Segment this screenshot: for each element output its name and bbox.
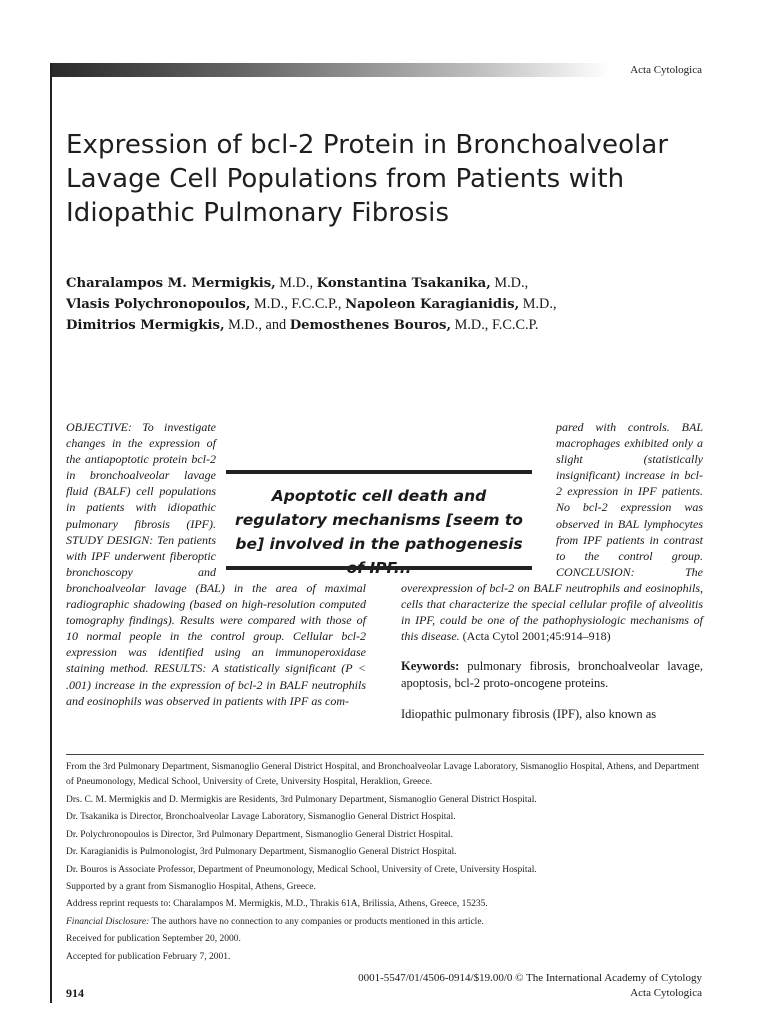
body-text-start: Idiopathic pulmonary fibrosis (IPF), also known as bbox=[401, 707, 657, 722]
author-name: Napoleon Karagianidis, bbox=[345, 297, 520, 312]
abstract-right-text: pared with controls. BAL macrophages exhibited only a slight (statistically insignificant) increase in bcl-2 expression in IPF patients. No bcl-2 expression was observed in BAL lymphocytes from IPF patients in contrast to the control group. CONCLUSION: The overexpression of bcl-2 on BALF neutrophils and eosinophils, cells that characterize the special cellular profile of alveolitis in IPF, could be one of the pathophysiologic mechanisms of this disease. bbox=[401, 420, 703, 644]
pull-quote-rule-top bbox=[226, 470, 532, 474]
footnote-line: Dr. Polychronopoulos is Director, 3rd Pulmonary Department, Sismanoglio General District Hospital. bbox=[66, 829, 453, 840]
footnote-line: Dr. Karagianidis is Pulmonologist, 3rd Pulmonary Department, Sismanoglio General District Hospital. bbox=[66, 847, 457, 858]
author-degree: M.D., bbox=[519, 296, 557, 312]
footer-journal: Acta Cytologica bbox=[630, 987, 702, 999]
disclosure-text: The authors have no connection to any companies or products mentioned in this article. bbox=[149, 916, 484, 927]
footnote-line: Dr. Tsakanika is Director, Bronchoalveolar Lavage Laboratory, Sismanoglio General District Hospital. bbox=[66, 812, 456, 823]
keywords-label: Keywords: bbox=[401, 659, 460, 674]
footnote-line: Dr. Bouros is Associate Professor, Department of Pneumonology, Medical School, University of Crete, University Hospital. bbox=[66, 864, 537, 875]
footnotes bbox=[66, 760, 706, 966]
footnote-received: Received for publication September 20, 2000. bbox=[66, 934, 241, 945]
abstract-citation: (Acta Cytol 2001;45:914–918) bbox=[459, 629, 611, 644]
author-degree: M.D., bbox=[490, 275, 529, 291]
author-degree: M.D., bbox=[275, 275, 317, 291]
author-name: Charalampos M. Mermigkis, bbox=[66, 276, 276, 291]
footnote-disclosure bbox=[66, 914, 706, 931]
footnote-line: Drs. C. M. Mermigkis and D. Mermigkis are Residents, 3rd Pulmonary Department, Sismanoglio General District Hospital. bbox=[66, 795, 537, 805]
footnotes-divider bbox=[66, 754, 704, 755]
keywords bbox=[401, 658, 703, 692]
footnote-accepted: Accepted for publication February 7, 2001. bbox=[66, 951, 231, 962]
pull-quote bbox=[226, 470, 532, 572]
author-degree: M.D., F.C.C.P. bbox=[451, 317, 539, 333]
header-gradient-bar bbox=[50, 63, 610, 77]
author-name: Dimitrios Mermigkis, bbox=[66, 318, 225, 333]
author-degree: M.D., and bbox=[224, 317, 290, 333]
pull-quote-rule-bottom bbox=[226, 566, 532, 570]
author-name: Konstantina Tsakanika, bbox=[316, 276, 491, 291]
disclosure-label: Financial Disclosure: bbox=[66, 916, 150, 927]
author-name: Vlasis Polychronopoulos, bbox=[66, 297, 251, 312]
running-head-journal: Acta Cytologica bbox=[630, 64, 702, 76]
article-title: Expression of bcl-2 Protein in Bronchoalveolar Lavage Cell Populations from Patients with Idiopathic Pulmonary Fibrosis bbox=[66, 130, 669, 228]
copyright-issn: 0001-5547/01/4506-0914/$19.00/0 © The International Academy of Cytology bbox=[358, 972, 702, 984]
author-name: Demosthenes Bouros, bbox=[289, 318, 452, 333]
pull-quote-text: Apoptotic cell death and regulatory mechanisms [seem to be] involved in the pathogenesis bbox=[235, 487, 523, 553]
author-degree: M.D., F.C.C.P., bbox=[250, 296, 346, 312]
left-margin-rule bbox=[50, 63, 52, 1003]
footnote-affiliation: From the 3rd Pulmonary Department, Sismanoglio General District Hospital, and Bronchoalveolar Lavage Laboratory, Sismanoglio Hospital, Athens, and Department of Pneumonology, Medical School, University of Crete, University Hospital, Heraklion, Greece. bbox=[66, 762, 700, 787]
footnote-line: Supported by a grant from Sismanoglio Hospital, Athens, Greece. bbox=[66, 882, 316, 893]
keywords-text: pulmonary fibrosis, bronchoalveolar lavage, apoptosis, bcl-2 proto-oncogene proteins. bbox=[401, 659, 703, 691]
author-list bbox=[66, 273, 716, 336]
footnote-line: Address reprint requests to: Charalampos M. Mermigkis, M.D., Thrakis 61A, Brilissia, Athens, Greece, 15235. bbox=[66, 899, 488, 910]
page-number: 914 bbox=[66, 986, 84, 1000]
abstract-left-text: OBJECTIVE: To investigate changes in the expression of the antiapoptotic protein bcl-2 in bronchoalveolar lavage fluid (BALF) cell populations in patients with idiopathic pulmonary fibrosis (IPF). STUDY DESIGN: Ten patients with IPF underwent fiberoptic bronchoscopy and bronchoalveolar lavage (BAL) in the area of maximal radiographic shadowing (based on high-resolution computed tomography findings). Results were compared with those of 10 normal people in the control group. Cellular bcl-2 expression was identified using an immunoperoxidase staining method. RESULTS: A statistically significant (P < .001) increase in the expression of bcl-2 in BALF neutrophils and eosinophils was observed in patients with IPF as com- bbox=[66, 420, 366, 708]
